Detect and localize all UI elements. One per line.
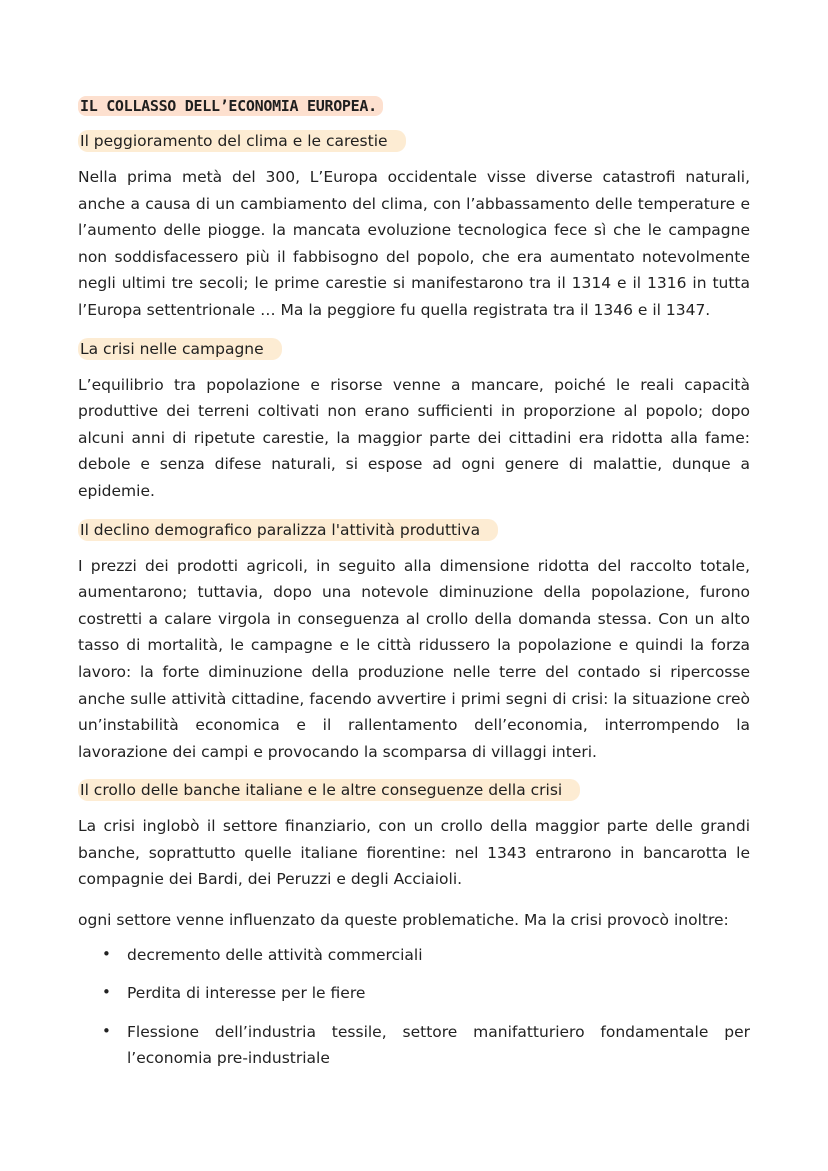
document-title: IL COLLASSO DELL’ECONOMIA EUROPEA. bbox=[78, 96, 383, 116]
section-paragraph: La crisi inglobò il settore finanziario, con un crollo della maggior parte delle grandi banche, soprattutto quelle italiane fiorentine: nel 1343 entrarono in bancarotta le compagnie dei Bardi, dei Peruzzi e degli Acciaioli. bbox=[78, 817, 750, 889]
section-climate bbox=[78, 130, 750, 324]
list-item bbox=[78, 980, 750, 1007]
bullet-icon: • bbox=[102, 983, 111, 1002]
list-item-text: Flessione dell’industria tessile, settore manifatturiero fondamentale per l’economia pre-industriale bbox=[127, 1022, 750, 1068]
bullet-icon: • bbox=[102, 1021, 111, 1040]
section-heading: La crisi nelle campagne bbox=[78, 338, 282, 360]
bullet-icon: • bbox=[102, 944, 111, 963]
list-item-text: decremento delle attività commerciali bbox=[127, 945, 423, 964]
section-paragraph: I prezzi dei prodotti agricoli, in seguito alla dimensione ridotta del raccolto totale, aumentarono; tuttavia, dopo una notevole diminuzione della popolazione, furono costretti a calare virgola in conseguenza al crollo della domanda stessa. Con un alto tasso di mortalità, le campagne e le città ridussero la popolazione e quindi la forza lavoro: la forte diminuzione della produzione nelle terre del contado si ripercosse anche sulle attività cittadine, facendo avvertire i primi segni di crisi: la situazione creò un’instabilità economica e il rallentamento dell’economia, interrompendo la lavorazione dei campi e provocando la scomparsa di villaggi interi. bbox=[78, 556, 750, 761]
title-row bbox=[78, 96, 750, 116]
consequences-intro: ogni settore venne influenzato da queste problematiche. Ma la crisi provocò inoltre: bbox=[78, 911, 729, 930]
list-item bbox=[78, 942, 750, 969]
section-bank-collapse bbox=[78, 779, 750, 1072]
section-heading: Il crollo delle banche italiane e le altre conseguenze della crisi bbox=[78, 779, 580, 801]
section-paragraph: Nella prima metà del 300, L’Europa occidentale visse diverse catastrofi naturali, anche a causa di un cambiamento del clima, con l’abbassamento delle temperature e l’aumento delle piogge. la mancata evoluzione tecnologica fece sì che le campagne non soddisfacessero più il fabbisogno del popolo, che era aumentato notevolmente negli ultimi tre secoli; le prime carestie si manifestarono tra il 1314 e il 1316 in tutta l’Europa settentrionale … Ma la peggiore fu quella registrata tra il 1346 e il 1347. bbox=[78, 168, 750, 319]
list-item-text: Perdita di interesse per le fiere bbox=[127, 984, 366, 1003]
list-item bbox=[78, 1019, 750, 1072]
section-heading: Il peggioramento del clima e le carestie bbox=[78, 130, 406, 152]
consequences-list bbox=[78, 942, 750, 1072]
section-heading: Il declino demografico paralizza l'attività produttiva bbox=[78, 519, 498, 541]
section-paragraph: L’equilibrio tra popolazione e risorse venne a mancare, poiché le reali capacità produttive dei terreni coltivati non erano sufficienti in proporzione al popolo; dopo alcuni anni di ripetute carestie, la maggior parte dei cittadini era ridotta alla fame: debole e senza difese naturali, si espose ad ogni genere di malattie, dunque a epidemie. bbox=[78, 375, 750, 500]
section-demographic-decline bbox=[78, 519, 750, 766]
section-countryside-crisis bbox=[78, 338, 750, 505]
